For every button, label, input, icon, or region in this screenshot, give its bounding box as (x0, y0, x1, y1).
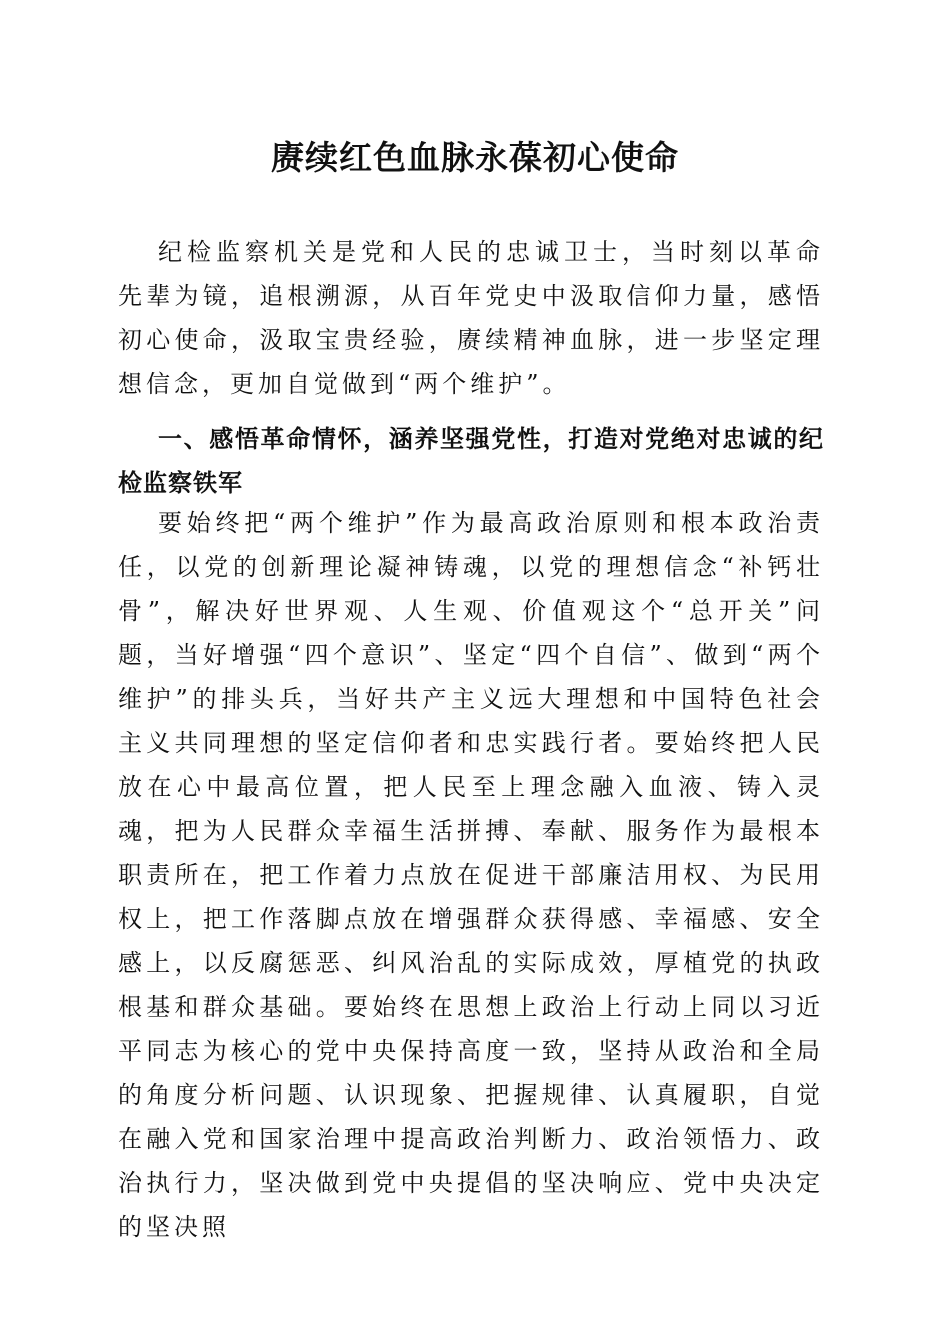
section-heading: 一、感悟革命情怀，涵养坚强党性，打造对党绝对忠诚的纪检监察铁军 (118, 425, 824, 497)
intro-paragraph: 纪检监察机关是党和人民的忠诚卫士，当时刻以革命先辈为镜，追根溯源，从百年党史中汲取信仰力量，感悟初心使命，汲取宝贵经验，赓续精神血脉，进一步坚定理想信念，更加自觉做到“两个维护”。 (118, 238, 824, 398)
section-body-paragraph: 要始终把“两个维护”作为最高政治原则和根本政治责任，以党的创新理论凝神铸魂，以党的理想信念“补钙壮骨”，解决好世界观、人生观、价值观这个“总开关”问题，当好增强“四个意识”、坚定“四个自信”、做到“两个维护”的排头兵，当好共产主义远大理想和中国特色社会主义共同理想的坚定信仰者和忠实践行者。要始终把人民放在心中最高位置，把人民至上理念融入血液、铸入灵魂，把为人民群众幸福生活拼搏、奉献、服务作为最根本职责所在，把工作着力点放在促进干部廉洁用权、为民用权上，把工作落脚点放在增强群众获得感、幸福感、安全感上，以反腐惩恶、纠风治乱的实际成效，厚植党的执政根基和群众基础。要始终在思想上政治上行动上同以习近平同志为核心的党中央保持高度一致，坚持从政治和全局的角度分析问题、认识现象、把握规律、认真履职，自觉在融入党和国家治理中提高政治判断力、政治领悟力、政治执行力，坚决做到党中央提倡的坚决响应、党中央决定的坚决照 (118, 509, 824, 1241)
document-title: 赓续红色血脉永葆初心使命 (271, 138, 679, 177)
